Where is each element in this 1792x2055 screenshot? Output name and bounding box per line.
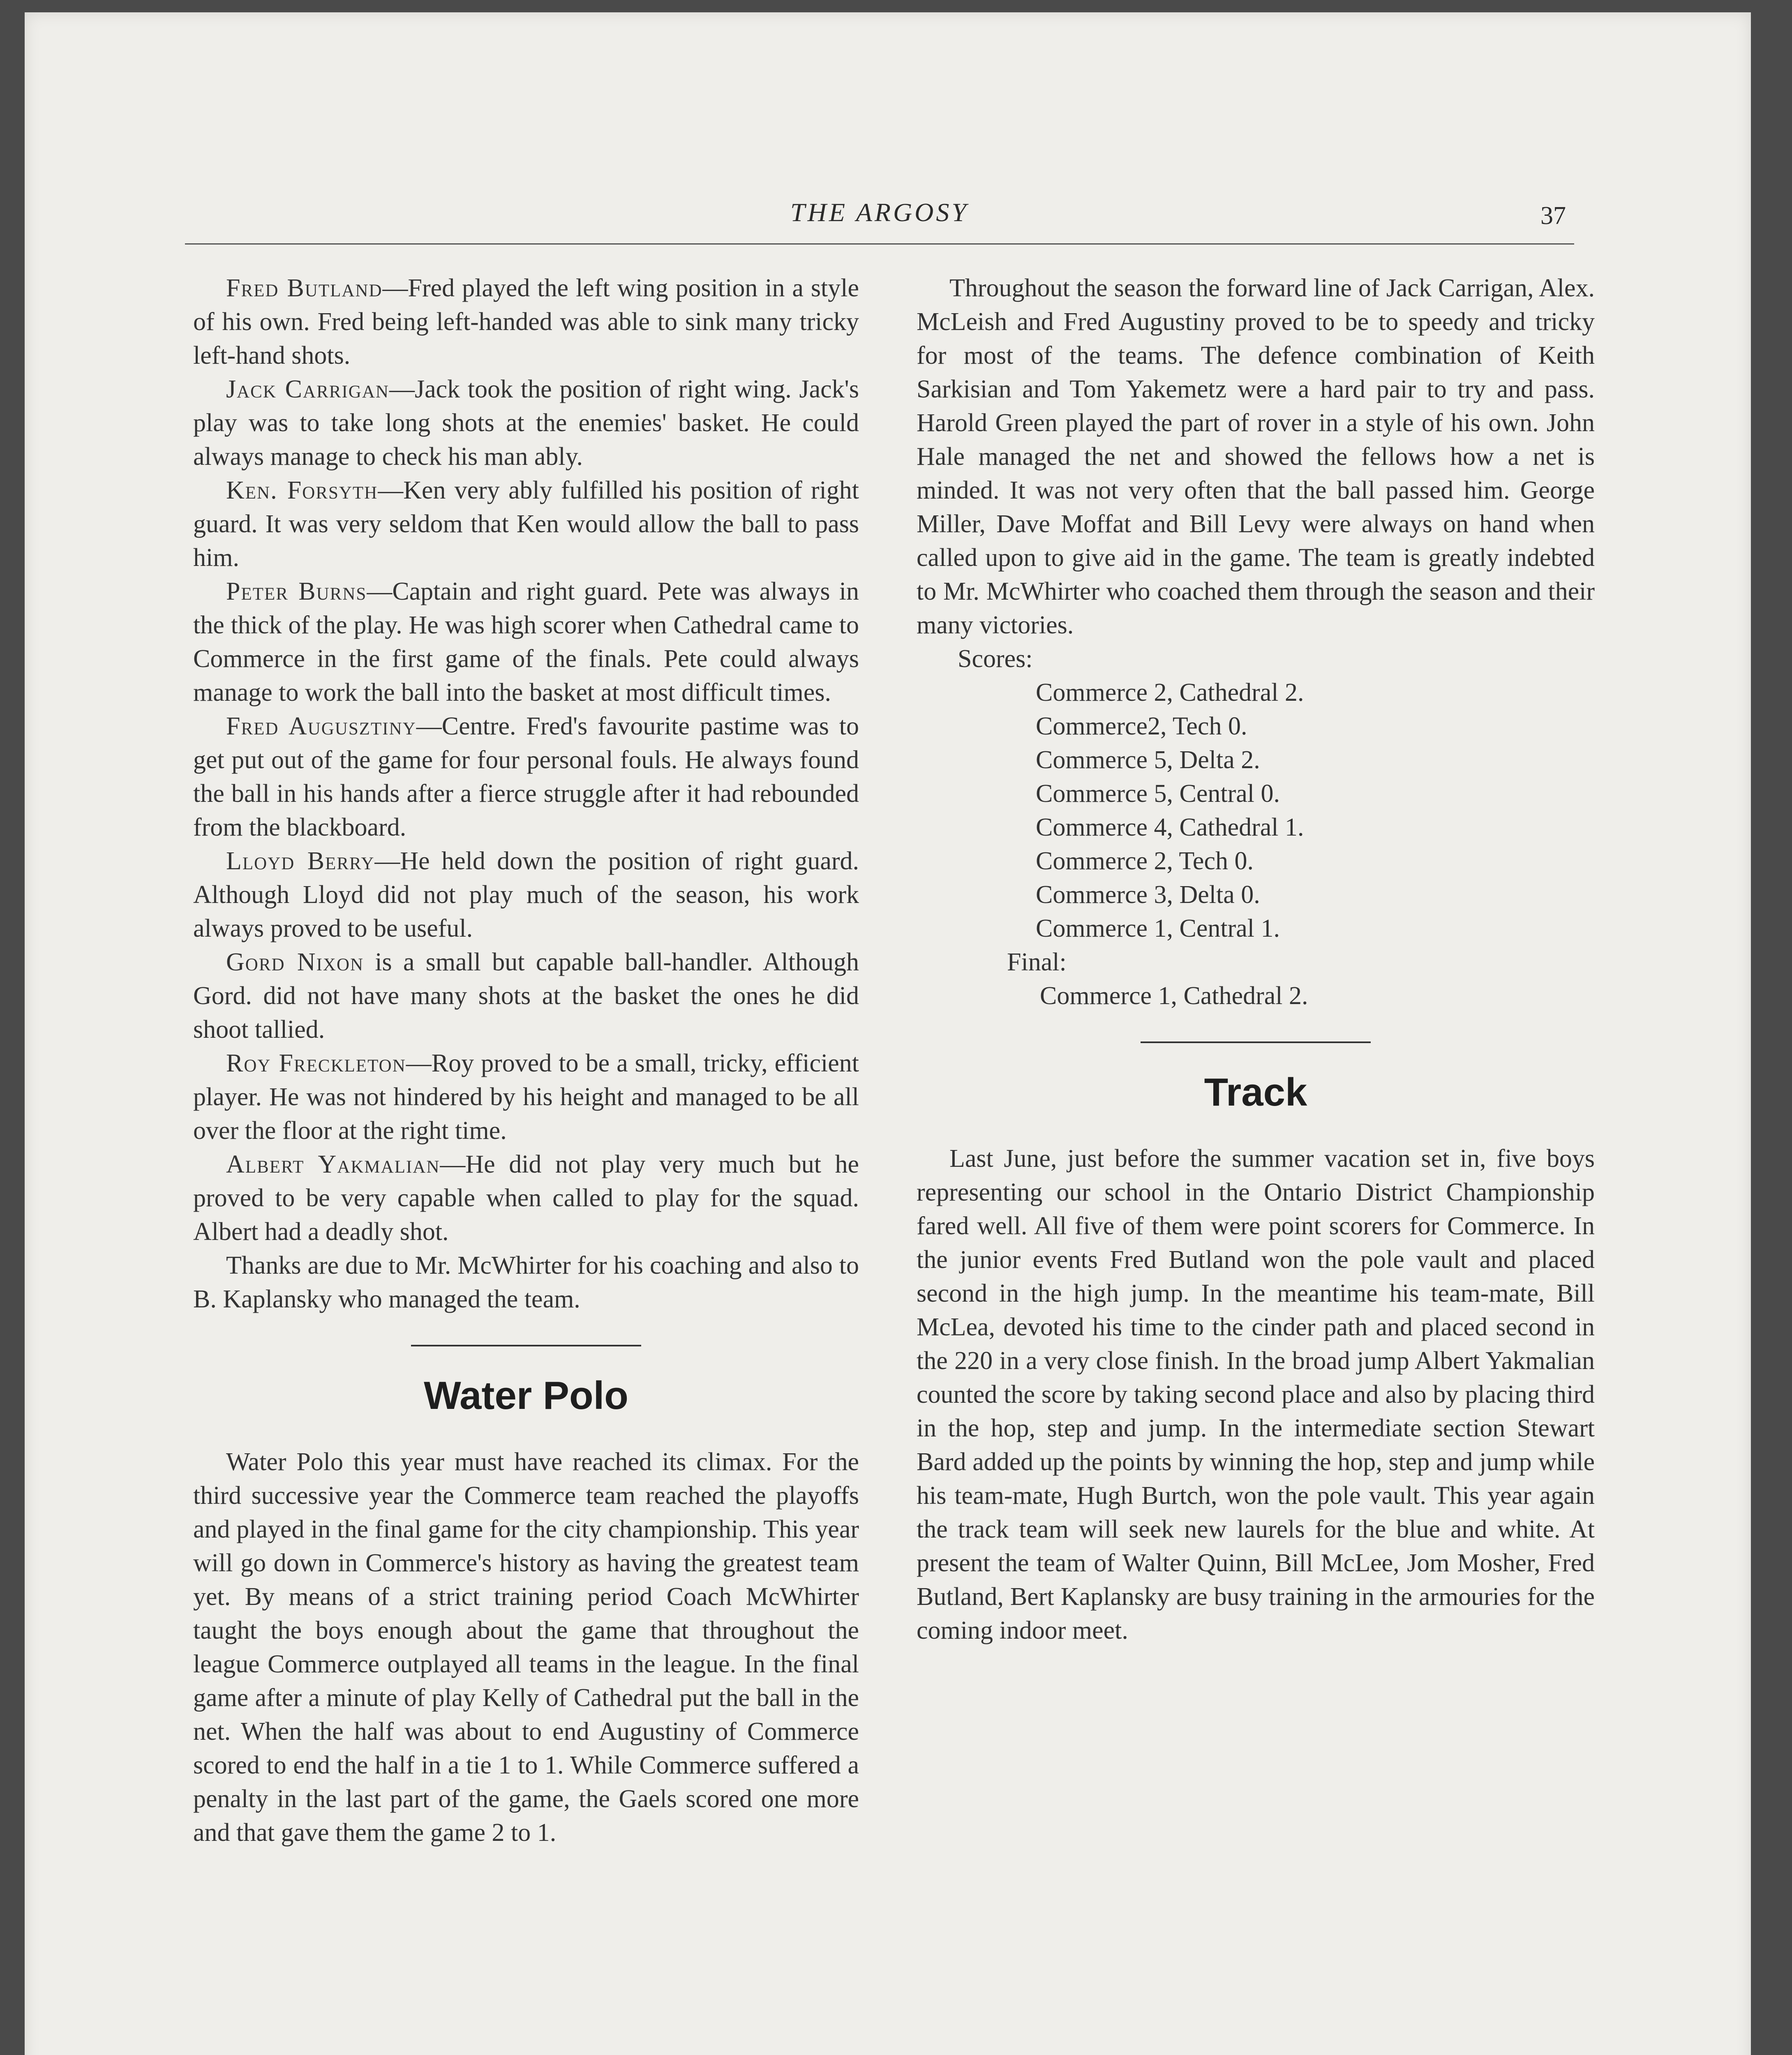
- header-rule: [185, 243, 1574, 245]
- final-label: Final:: [1007, 948, 1067, 976]
- player-paragraph: [193, 1148, 859, 1249]
- player-name: Ken. Forsyth: [226, 476, 378, 504]
- player-name: Gord Nixon: [226, 948, 364, 976]
- page-header: [185, 197, 1574, 242]
- player-paragraph: [193, 473, 859, 575]
- water-polo-paragraph: Throughout the season the forward line of Jack Carrigan, Alex. McLeish and Fred Augustiny proved to be to speedy and tricky for most of the teams. The defence combination of Keith Sarkisian and Tom Yakemetz were a hard pair to try and pass. Harold Green played the part of rover in a style of his own. John Hale managed the net and showed the fellows how a net is minded. It was not very often that the ball passed him. George Miller, Dave Moffat and Bill Levy were always on hand when called upon to give aid in the game. The team is greatly indebted to Mr. McWhirter who coached them through the season and their many victories.: [917, 274, 1595, 639]
- score-line: Commerce 2, Cathedral 2.: [1036, 679, 1304, 707]
- player-paragraph: [193, 575, 859, 709]
- player-text: —Jack took the position of right wing. Jack's play was to take long shots at the enemies' basket. He could always manage to check his man ably.: [193, 375, 859, 471]
- page-number: 37: [1540, 202, 1566, 230]
- running-title: THE ARGOSY: [790, 198, 969, 227]
- player-text: —Fred played the left wing position in a style of his own. Fred being left-handed was able to sink many tricky left-hand shots.: [193, 274, 859, 369]
- water-polo-paragraph: Water Polo this year must have reached its climax. For the third successive year the Commerce team reached the playoffs and played in the final game for the city championship. This year will go down in Commerce's history as having the greatest team yet. By means of a strict training period Coach McWhirter taught the boys enough about the game that throughout the league Commerce outplayed all teams in the league. In the final game after a minute of play Kelly of Cathedral put the ball in the net. When the half was about to end Augustiny of Commerce scored to end the half in a tie 1 to 1. While Commerce suffered a penalty in the last part of the game, the Gaels scored one more and that gave them the game 2 to 1.: [193, 1448, 859, 1847]
- score-line: Commerce 3, Delta 0.: [1036, 881, 1260, 909]
- score-line: Commerce2, Tech 0.: [1036, 712, 1247, 740]
- player-name: Jack Carrigan: [226, 375, 389, 403]
- player-paragraph: [193, 844, 859, 945]
- right-column: [917, 271, 1595, 1647]
- player-text: —He did not play very much but he proved to be very capable when called to play for the squad. Albert had a deadly shot.: [193, 1150, 859, 1246]
- score-line: Commerce 4, Cathedral 1.: [1036, 813, 1304, 841]
- score-line: Commerce 2, Tech 0.: [1036, 847, 1254, 875]
- track-paragraph: Last June, just before the summer vacation set in, five boys representing our school in the Ontario District Championship fared well. All five of them were point scorers for Commerce. In the junior events Fred Butland won the pole vault and placed second in the high jump. In the meantime his team-mate, Bill McLea, devoted his time to the cinder path and placed second in the 220 in a very close finish. In the broad jump Albert Yakmalian counted the score by taking second place and also by placing third in the hop, step and jump. In the intermediate section Stewart Bard added up the points by winning the hop, step and jump while his team-mate, Hugh Burtch, won the pole vault. This year again the track team will seek new laurels for the blue and white. At present the team of Walter Quinn, Bill McLee, Jom Mosher, Fred Butland, Bert Kaplansky are busy training in the armouries for the coming indoor meet.: [917, 1145, 1595, 1644]
- score-line: Commerce 5, Delta 2.: [1036, 746, 1260, 774]
- section-divider: [411, 1345, 641, 1346]
- score-line: Commerce 1, Central 1.: [1036, 914, 1280, 942]
- player-name: Fred Butland: [226, 274, 383, 302]
- magazine-page: [25, 12, 1751, 2055]
- scores-label: Scores:: [958, 645, 1033, 673]
- player-text: —He held down the position of right guard. Although Lloyd did not play much of the season, his work always proved to be useful.: [193, 847, 859, 942]
- section-divider: [1141, 1041, 1371, 1043]
- player-name: Roy Freckleton: [226, 1049, 406, 1077]
- score-line: Commerce 5, Central 0.: [1036, 780, 1280, 808]
- water-polo-heading: Water Polo: [424, 1374, 628, 1418]
- player-text: —Captain and right guard. Pete was always in the thick of the play. He was high scorer when Cathedral came to Commerce in the first game of the finals. Pete could always manage to work the ball into the basket at most difficult times.: [193, 577, 859, 707]
- player-name: Albert Yakmalian: [226, 1150, 440, 1178]
- player-name: Fred Augusztiny: [226, 712, 416, 740]
- scores-list: [917, 642, 1595, 1013]
- player-text: —Centre. Fred's favourite pastime was to get put out of the game for four personal fouls. He always found the ball in his hands after a fierce struggle after it had rebounded from the blackboard.: [193, 712, 859, 841]
- player-text: is a small but capable ball-handler. Although Gord. did not have many shots at the basket the ones he did shoot tallied.: [193, 948, 859, 1044]
- track-heading: Track: [1204, 1070, 1307, 1114]
- player-paragraph: [193, 709, 859, 844]
- player-name: Peter Burns: [226, 577, 367, 605]
- final-score: Commerce 1, Cathedral 2.: [1040, 982, 1308, 1010]
- player-text: —Roy proved to be a small, tricky, efficient player. He was not hindered by his height and managed to be all over the floor at the right time.: [193, 1049, 859, 1145]
- player-paragraph: [193, 945, 859, 1046]
- player-text: —Ken very ably fulfilled his position of right guard. It was very seldom that Ken would allow the ball to pass him.: [193, 476, 859, 572]
- thanks-paragraph: Thanks are due to Mr. McWhirter for his coaching and also to B. Kaplansky who managed the team.: [193, 1251, 859, 1313]
- player-name: Lloyd Berry: [226, 847, 375, 875]
- left-column: [193, 271, 859, 1850]
- player-paragraph: [193, 1046, 859, 1148]
- player-paragraph: [193, 271, 859, 372]
- player-paragraph: [193, 372, 859, 473]
